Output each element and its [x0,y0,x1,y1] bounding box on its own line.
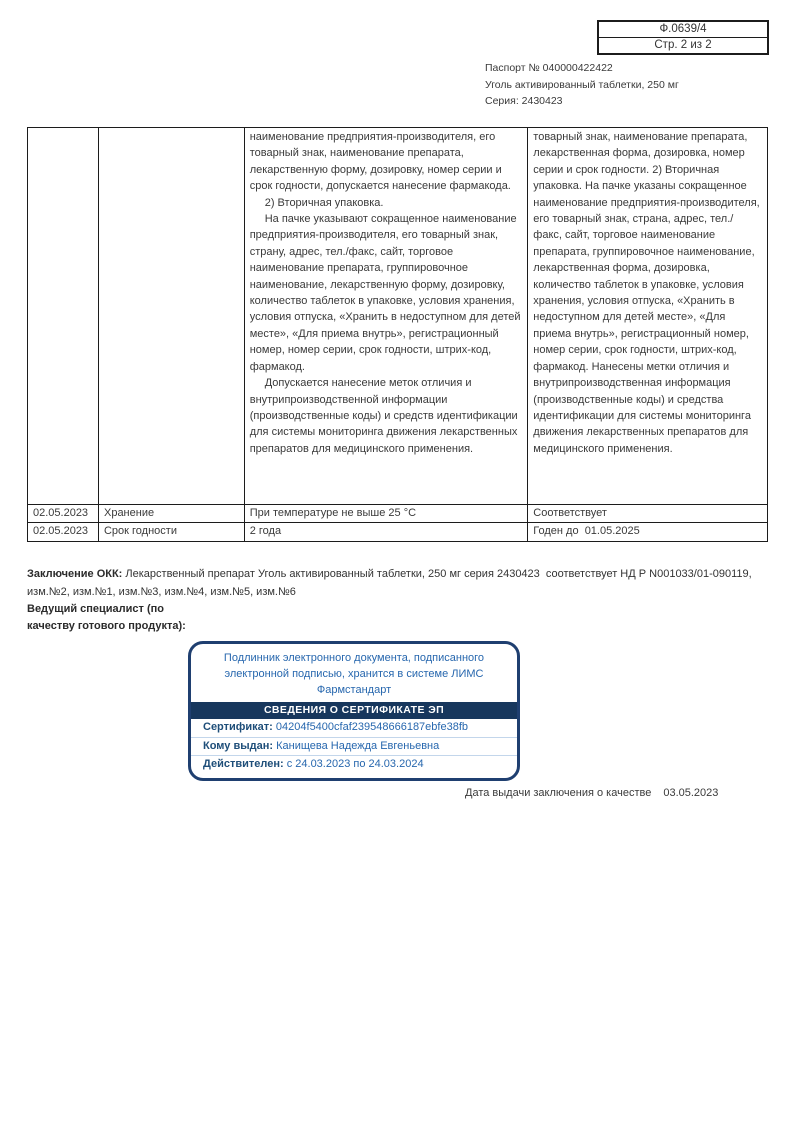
table-row-storage [28,505,768,523]
issue-date-value: 03.05.2023 [663,787,719,799]
conclusion-text: Лекарственный препарат Уголь активированный таблетки, 250 мг серия 2430423 соответствует НД Р N001033/01-090119, изм.№2, изм.№1, изм.№3, изм.№4, изм.№5, изм.№6 [27,568,755,598]
product-name: Уголь активированный таблетки, 250 мг [485,78,679,91]
valid-label: Действителен: [203,758,284,770]
stamp-header-text: Подлинник электронного документа, подписанного электронной подписью, хранится в системе ЛИМС Фармстандарт [223,652,485,696]
result-cell: Годен до 01.05.2025 [528,523,768,541]
requirement-text-cell: наименование предприятия-производителя, его товарный знак, наименование препарата, лекарственную форму, дозировку, номер серии и срок годности, допускается нанесение фармакода. 2) Вторичная упаковка. На пачке указывают сокращенное наименование предприятия-производителя, его товарный знак, страну, адрес, тел./факс, сайт, торговое наименование препарата, группировочное наименование, лекарственную форму, дозировку, количество таблеток в упаковке, условия хранения, условия отпуска, «Хранить в недоступном для детей месте», «Для приема внутрь», регистрационный номер, номер серии, срок годности, штрих-код, фармакод. Допускается нанесение меток отличия и внутрипроизводственной информации (производственные коды) и средств идентификации для системы мониторинга движения лекарственных препаратов для медицинского применения. [244,128,528,505]
passport-info [485,60,679,110]
stamp-band-title: СВЕДЕНИЯ О СЕРТИФИКАТЕ ЭП [191,702,517,719]
certificate-value: 04204f5400cfaf239548666187ebfe38fb [275,721,468,733]
passport-number: Паспорт № 040000422422 [485,62,613,74]
form-code-box [597,20,769,55]
stamp-valid-row [191,755,517,774]
certificate-label: Сертификат: [203,721,273,733]
okk-conclusion [27,566,771,601]
page-number: Стр. 2 из 2 [599,37,767,53]
date-cell: 02.05.2023 [28,523,99,541]
table-row-continuation [28,128,768,505]
issue-date-label: Дата выдачи заключения о качестве [465,787,652,799]
e-signature-stamp [188,641,520,781]
requirement-cell: При температуре не выше 25 °С [244,505,528,523]
spec-table [27,127,768,542]
issued-to-value: Канищева Надежда Евгеньевна [276,739,440,752]
stamp-certificate-row [191,719,517,737]
stamp-issued-to-row [191,737,517,756]
valid-value: с 24.03.2023 по 24.03.2024 [286,758,424,770]
empty-date-cell [28,128,99,505]
date-cell: 02.05.2023 [28,505,99,523]
parameter-cell: Срок годности [98,523,244,541]
form-code: Ф.0639/4 [659,23,707,35]
series-number: Серия: 2430423 [485,95,563,107]
table-row-shelf-life [28,523,768,541]
quality-issue-date [465,787,718,799]
empty-parameter-cell [98,128,244,505]
parameter-cell: Хранение [98,505,244,523]
issued-to-label: Кому выдан: [203,739,274,752]
requirement-cell: 2 года [244,523,528,541]
specialist-signature-label: Ведущий специалист (по качеству готового продукта): [27,603,186,632]
result-text-cell: товарный знак, наименование препарата, лекарственная форма, дозировка, номер серии и срок годности. 2) Вторичная упаковка. На пачке указаны сокращенное наименование предприятия-производителя, его товарный знак, страна, адрес, тел./факс, сайт, торговое наименование препарата, группировочное наименование, лекарственная форма, дозировка, количество таблеток в упаковке, условия хранения, условия отпуска, «Хранить в недоступном для детей месте», «Для приема внутрь», регистрационный номер, номер серии, срок годности, штрих-код, фармакод. Нанесены метки отличия и внутрипроизводственная информация (производственные коды) и средства идентификации для системы мониторинга движения лекарственных препаратов для медицинского применения. [528,128,768,505]
result-cell: Соответствует [528,505,768,523]
conclusion-label: Заключение ОКК: [27,568,123,580]
